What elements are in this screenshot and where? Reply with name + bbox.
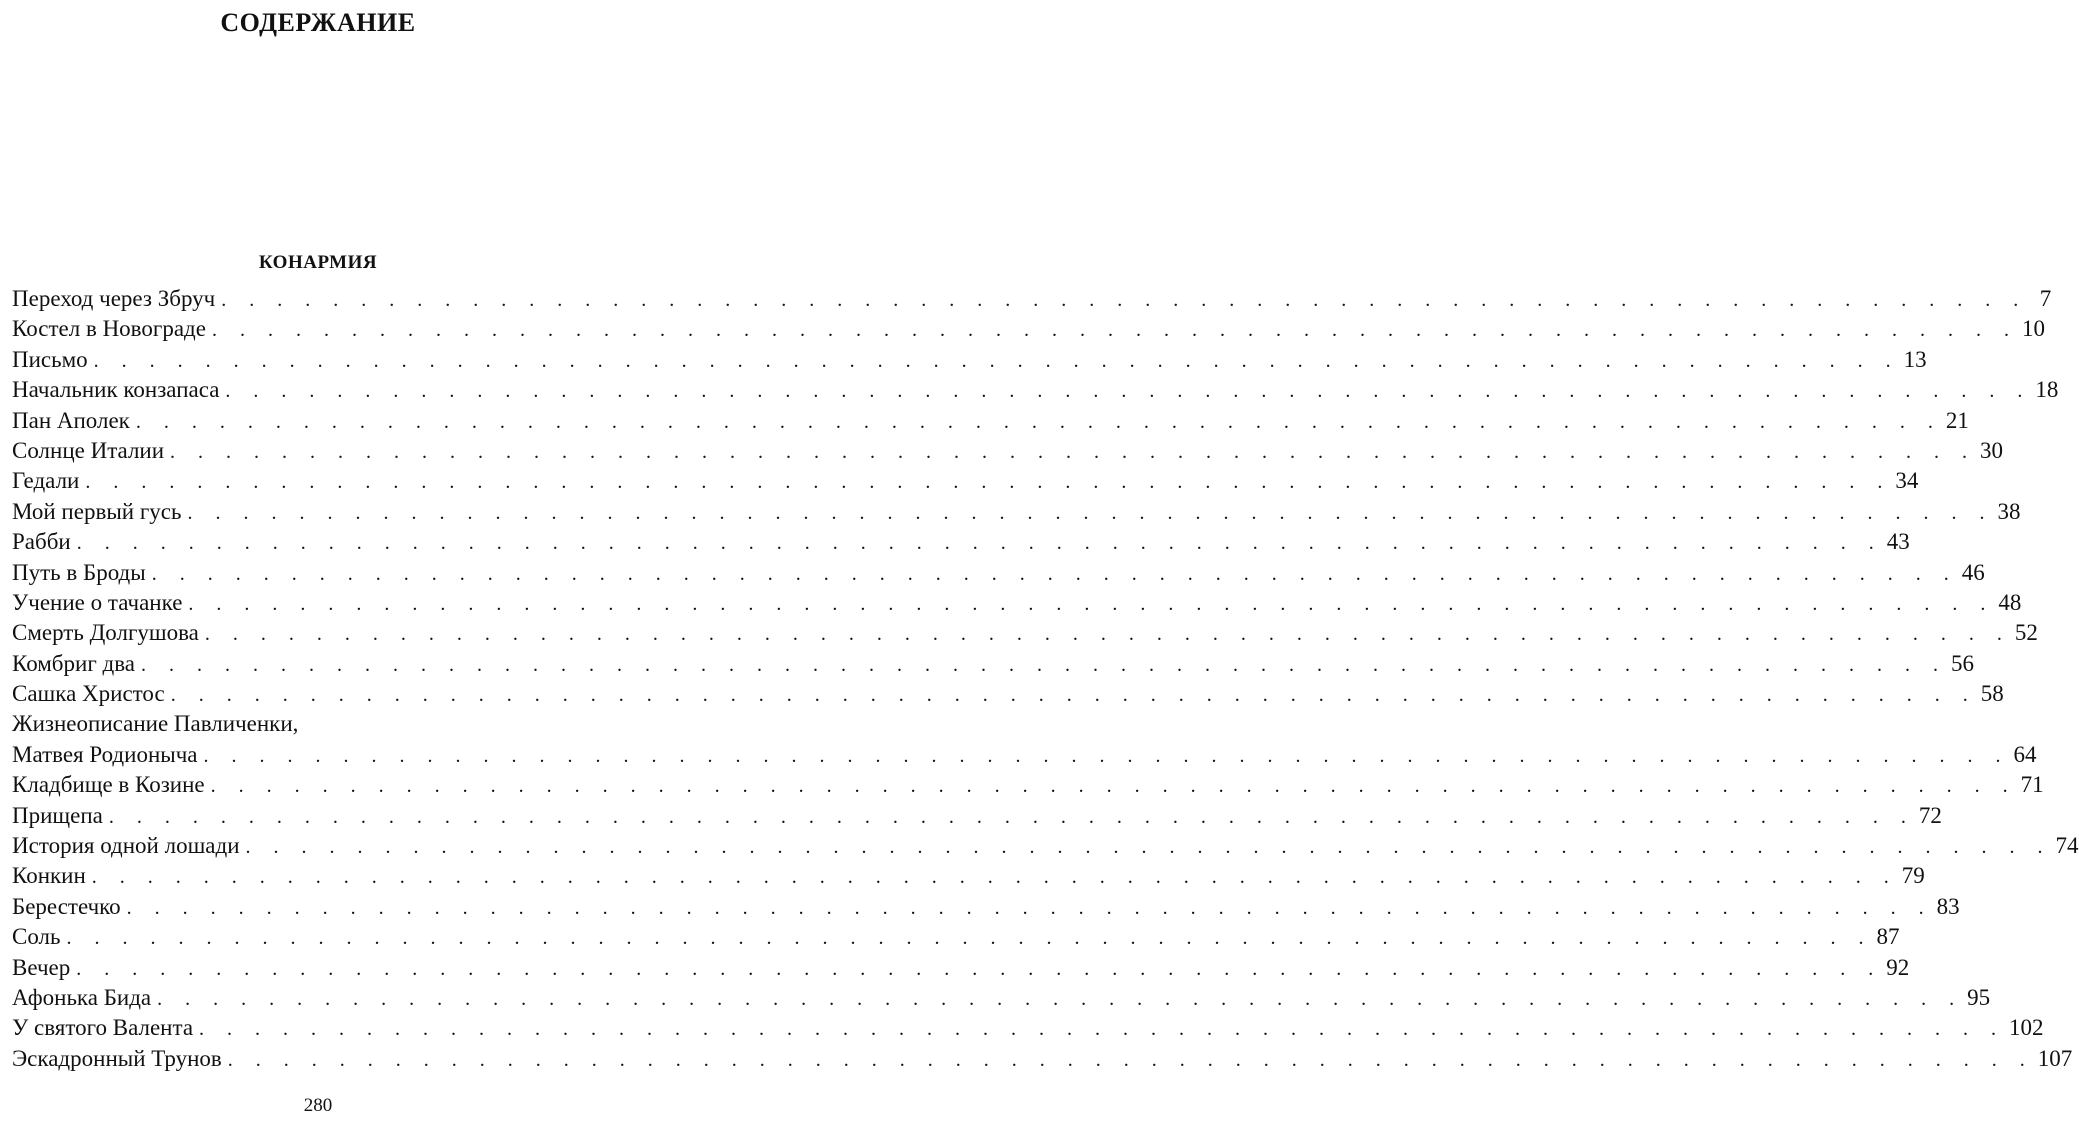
toc-entry	[12, 649, 1974, 679]
toc-entry-title: Комбриг два	[12, 650, 135, 676]
toc-entry-line	[12, 983, 1991, 1013]
toc-entry	[12, 497, 2021, 527]
toc-entry-page: 46	[1961, 559, 1985, 585]
toc-entry-line	[12, 892, 1960, 922]
toc-entry-page: 83	[1936, 893, 1960, 919]
dot-leader: . . . . . . . . . . . . . . . . . . . . . . . . . . . . . . . . . . . . . . . . . . . . . . . . . . . . . . . . . . . . . . . . .	[204, 623, 2011, 646]
toc-entry-title: Начальник конзапаса	[12, 377, 220, 403]
toc-entry-title: Сашка Христос	[12, 681, 165, 707]
toc-entry-title: История одной лошади	[12, 833, 240, 859]
toc-entry	[12, 709, 2037, 770]
toc-entry-page: 10	[2021, 316, 2045, 342]
toc-entry-title: Соль	[12, 924, 61, 950]
toc-entry-line	[12, 375, 2059, 405]
dot-leader: . . . . . . . . . . . . . . . . . . . . . . . . . . . . . . . . . . . . . . . . . . . . . . . . . . . . . . . . . . . . . . . . .	[135, 410, 1942, 433]
toc-entry-line	[12, 953, 1910, 983]
dot-leader: . . . . . . . . . . . . . . . . . . . . . . . . . . . . . . . . . . . . . . . . . . . . . . . . . . . . . . . . . . . . . . . . .	[211, 319, 2018, 342]
dot-leader: . . . . . . . . . . . . . . . . . . . . . . . . . . . . . . . . . . . . . . . . . . . . . . . . . . . . . . . . . . . . . . . . .	[108, 805, 1915, 828]
toc-entry-title: Вечер	[12, 954, 71, 980]
toc-entry	[12, 618, 2038, 648]
dot-leader: . . . . . . . . . . . . . . . . . . . . . . . . . . . . . . . . . . . . . . . . . . . . . . . . . . . . . . . . . . . . . . . . .	[76, 957, 1883, 980]
toc-entry-line	[12, 861, 1925, 891]
dot-leader: . . . . . . . . . . . . . . . . . . . . . . . . . . . . . . . . . . . . . . . . . . . . . . . . . . . . . . . . . . . . . . . . .	[245, 836, 2052, 859]
toc-entry-line	[12, 406, 1969, 436]
dot-leader: . . . . . . . . . . . . . . . . . . . . . . . . . . . . . . . . . . . . . . . . . . . . . . . . . . . . . . . . . . . . . . . . .	[76, 532, 1883, 555]
toc-entry	[12, 375, 2059, 405]
toc-entry	[12, 801, 1942, 831]
toc-entry-line	[12, 436, 2004, 466]
toc-entry-title: Рабби	[12, 529, 71, 555]
toc-entry-page: 21	[1945, 407, 1969, 433]
toc-entry-title: Письмо	[12, 346, 88, 372]
toc-entry	[12, 1044, 2073, 1074]
toc-entry	[12, 679, 2004, 709]
toc-entry-page: 79	[1901, 863, 1925, 889]
toc-entry-page: 43	[1886, 529, 1910, 555]
toc-entry-page: 38	[1997, 498, 2021, 524]
toc-entry-page: 72	[1918, 802, 1942, 828]
toc-entry-title: Мой первый гусь	[12, 498, 182, 524]
toc-entry	[12, 588, 2022, 618]
dot-leader: . . . . . . . . . . . . . . . . . . . . . . . . . . . . . . . . . . . . . . . . . . . . . . . . . . . . . . . . . . . . . . . . .	[126, 896, 1933, 919]
toc-entry-title: Смерть Долгушова	[12, 620, 199, 646]
toc-entry-line	[12, 345, 1927, 375]
dot-leader: . . . . . . . . . . . . . . . . . . . . . . . . . . . . . . . . . . . . . . . . . . . . . . . . . . . . . . . . . . . . . . . . .	[66, 927, 1873, 950]
toc-entry	[12, 1013, 2044, 1043]
dot-leader: . . . . . . . . . . . . . . . . . . . . . . . . . . . . . . . . . . . . . . . . . . . . . . . . . . . . . . . . . . . . . . . . .	[210, 775, 2017, 798]
toc-entry-title: Кладбище в Козине	[12, 772, 205, 798]
toc-entry-line	[12, 831, 2079, 861]
toc-entry	[12, 770, 2044, 800]
toc-entry-title: Конкин	[12, 863, 86, 889]
toc-entry-line	[12, 466, 1919, 496]
section-title: КОНАРМИЯ	[258, 252, 378, 273]
page-number: 280	[303, 1095, 333, 1116]
toc-entry-title: Переход через Збруч	[12, 286, 216, 311]
toc-entry-page: 64	[2013, 741, 2037, 767]
toc-entry-page: 87	[1876, 924, 1900, 950]
dot-leader: . . . . . . . . . . . . . . . . . . . . . . . . . . . . . . . . . . . . . . . . . . . . . . . . . . . . . . . . . . . . . . . . .	[203, 744, 2010, 767]
dot-leader: . . . . . . . . . . . . . . . . . . . . . . . . . . . . . . . . . . . . . . . . . . . . . . . . . . . . . . . . . . . . . . . . .	[91, 866, 1898, 889]
toc-entry	[12, 922, 1900, 952]
toc-entry-page: 58	[1980, 681, 2004, 707]
toc-entry-page: 102	[2009, 1015, 2044, 1041]
toc-entry-page: 34	[1895, 468, 1919, 494]
dot-leader: . . . . . . . . . . . . . . . . . . . . . . . . . . . . . . . . . . . . . . . . . . . . . . . . . . . . . . . . . . . . . . . . .	[170, 684, 1977, 707]
toc-entry-line	[12, 679, 2004, 709]
toc-entry	[12, 406, 1969, 436]
toc-entry-title: Эскадронный Трунов	[12, 1045, 222, 1071]
dot-leader: . . . . . . . . . . . . . . . . . . . . . . . . . . . . . . . . . . . . . . . . . . . . . . . . . . . . . . . . . . . . . . . . .	[170, 440, 1977, 463]
toc-entry	[12, 527, 1910, 557]
toc-entry	[12, 983, 1991, 1013]
toc-entry-line	[12, 497, 2021, 527]
toc-entry-title: Учение о тачанке	[12, 589, 183, 615]
toc-entry-title: Гедали	[12, 468, 80, 494]
dot-leader: . . . . . . . . . . . . . . . . . . . . . . . . . . . . . . . . . . . . . . . . . . . . . . . . . . . . . . . . . . . . . . . . .	[199, 1018, 2006, 1041]
toc-entry-page: 48	[1998, 589, 2022, 615]
toc-entry-line	[12, 588, 2022, 618]
toc-entry-line	[12, 740, 2037, 770]
toc-entry-title: Солнце Италии	[12, 437, 165, 463]
toc-entry	[12, 345, 1927, 375]
toc-entry-page: 7	[2039, 286, 2052, 311]
table-of-contents	[12, 284, 2079, 1074]
toc-entry-page: 30	[1980, 437, 2004, 463]
toc-entry	[12, 466, 1919, 496]
toc-entry	[12, 436, 2004, 466]
toc-entry-line	[12, 284, 2052, 314]
toc-entry-line	[12, 618, 2038, 648]
toc-entry-page: 13	[1903, 346, 1927, 372]
toc-entry-page: 107	[2037, 1045, 2073, 1071]
toc-entry-line	[12, 558, 1985, 588]
toc-entry-title: Берестечко	[12, 893, 121, 919]
toc-entry-title: Путь в Броды	[12, 559, 146, 585]
toc-entry-title: Афонька Бида	[12, 984, 152, 1010]
toc-entry-first-line	[12, 709, 624, 739]
dot-leader: . . . . . . . . . . . . . . . . . . . . . . . . . . . . . . . . . . . . . . . . . . . . . . . . . . . . . . . . . . . . . . . . .	[227, 1048, 2034, 1071]
toc-entry	[12, 861, 1925, 891]
dot-leader: . . . . . . . . . . . . . . . . . . . . . . . . . . . . . . . . . . . . . . . . . . . . . . . . . . . . . . . . . . . . . . . . .	[151, 562, 1958, 585]
toc-entry-line	[12, 922, 1900, 952]
dot-leader: . . . . . . . . . . . . . . . . . . . . . . . . . . . . . . . . . . . . . . . . . . . . . . . . . . . . . . . . . . . . . . . . .	[157, 987, 1964, 1010]
toc-entry-page: 18	[2035, 377, 2059, 403]
toc-entry-page: 71	[2020, 772, 2044, 798]
toc-entry-line	[12, 801, 1942, 831]
toc-entry-title: Жизнеописание Павличенки,	[12, 711, 299, 737]
toc-entry-page: 95	[1967, 984, 1991, 1010]
dot-leader: . . . . . . . . . . . . . . . . . . . . . . . . . . . . . . . . . . . . . . . . . . . . . . . . . . . . . . . . . . . . . . . . .	[187, 501, 1994, 524]
toc-entry-title: Прищепа	[12, 802, 103, 828]
toc-entry-title: Матвея Родионыча	[12, 741, 198, 767]
dot-leader: . . . . . . . . . . . . . . . . . . . . . . . . . . . . . . . . . . . . . . . . . . . . . . . . . . . . . . . . . . . . . . . . .	[188, 592, 1995, 615]
toc-entry-line	[12, 314, 2045, 344]
dot-leader: . . . . . . . . . . . . . . . . . . . . . . . . . . . . . . . . . . . . . . . . . . . . . . . . . . . . . . . . . . . . . . . . .	[225, 380, 2032, 403]
page-title: СОДЕРЖАНИЕ	[220, 8, 416, 37]
toc-entry	[12, 953, 1910, 983]
toc-entry	[12, 558, 1985, 588]
toc-entry-line	[12, 527, 1910, 557]
toc-entry	[12, 831, 2079, 861]
dot-leader: . . . . . . . . . . . . . . . . . . . . . . . . . . . . . . . . . . . . . . . . . . . . . . . . . . . . . . . . . . . . . . . . .	[93, 349, 1900, 372]
dot-leader: . . . . . . . . . . . . . . . . . . . . . . . . . . . . . . . . . . . . . . . . . . . . . . . . . . . . . . . . . . . . . . . . .	[221, 289, 2028, 311]
toc-entry-title: Костел в Новограде	[12, 316, 206, 342]
toc-entry	[12, 892, 1960, 922]
toc-entry-page: 92	[1886, 954, 1910, 980]
toc-entry-line	[12, 770, 2044, 800]
toc-entry-title: Пан Аполек	[12, 407, 130, 433]
toc-entry	[12, 284, 2052, 314]
toc-entry	[12, 314, 2045, 344]
toc-entry-page: 56	[1950, 650, 1974, 676]
dot-leader: . . . . . . . . . . . . . . . . . . . . . . . . . . . . . . . . . . . . . . . . . . . . . . . . . . . . . . . . . . . . . . . . .	[85, 471, 1892, 494]
toc-entry-line	[12, 1013, 2044, 1043]
toc-entry-line	[12, 1044, 2073, 1074]
toc-entry-page: 74	[2055, 833, 2079, 859]
toc-entry-title: У святого Валента	[12, 1015, 194, 1041]
toc-entry-line	[12, 649, 1974, 679]
dot-leader: . . . . . . . . . . . . . . . . . . . . . . . . . . . . . . . . . . . . . . . . . . . . . . . . . . . . . . . . . . . . . . . . .	[140, 653, 1947, 676]
toc-entry-page: 52	[2014, 620, 2038, 646]
